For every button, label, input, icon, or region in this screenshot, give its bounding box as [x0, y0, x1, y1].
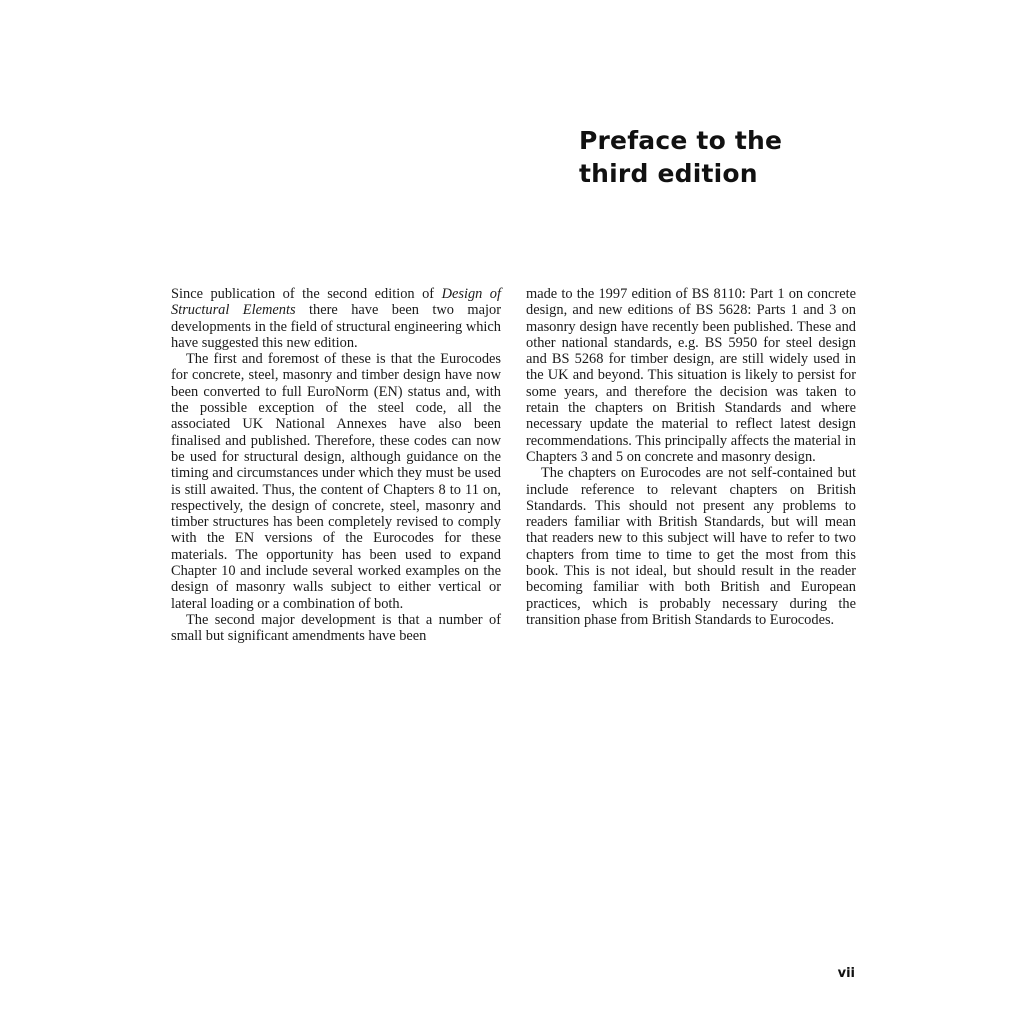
right-text-column	[526, 286, 856, 628]
paragraph-2: The first and foremost of these is that the Eurocodes for concrete, steel, masonry and timber design have now been converted to full EuroNorm (EN) status and, with the possible exception of the steel code, all the associated UK National Annexes have also been finalised and published. Therefore, these codes can now be used for structural design, although guidance on the timing and circumstances under which they must be used is still awaited. Thus, the content of Chapters 8 to 11 on, respectively, the design of concrete, steel, masonry and timber structures has been completely revised to comply with the EN versions of the Eurocodes for these materials. The opportunity has been used to expand Chapter 10 and include several worked examples on the design of masonry walls subject to either vertical or lateral loading or a combination of both.	[171, 351, 501, 612]
paragraph-4: The chapters on Eurocodes are not self-contained but include reference to relevant chapters on British Standards. This should not present any problems to readers familiar with British Standards, but will mean that readers new to this subject will have to refer to two chapters from time to time to get the most from this book. This is not ideal, but should result in the reader becoming familiar with both British and European practices, which is probably necessary during the transition phase from British Standards to Eurocodes.	[526, 465, 856, 628]
paragraph-3-continued: made to the 1997 edition of BS 8110: Part 1 on concrete design, and new editions of BS 5628: Parts 1 and 3 on masonry design have recently been published. These and other national standards, e.g. BS 5950 for steel design and BS 5268 for timber design, are still widely used in the UK and beyond. This situation is likely to persist for some years, and therefore the decision was taken to retain the chapters on British Standards and where necessary update the material to reflect latest design recommendations. This principally affects the material in Chapters 3 and 5 on concrete and masonry design.	[526, 286, 856, 465]
paragraph-3: The second major development is that a number of small but significant amendments have been	[171, 611, 501, 645]
paragraph-1-start: Since publication of the second edition of	[171, 286, 442, 302]
paragraph-1-end: there have been two major developments in the field of structural engineering which have suggested this new edition.	[171, 302, 501, 351]
book-title-italic: Design of Structural Elements	[171, 286, 502, 319]
paragraph-1	[171, 286, 501, 351]
page-title	[579, 124, 879, 190]
page-title-line-2: third edition	[579, 159, 758, 188]
page-title-line-1: Preface to the	[579, 126, 783, 155]
page-number: vii	[837, 966, 855, 981]
left-text-column	[171, 286, 501, 645]
